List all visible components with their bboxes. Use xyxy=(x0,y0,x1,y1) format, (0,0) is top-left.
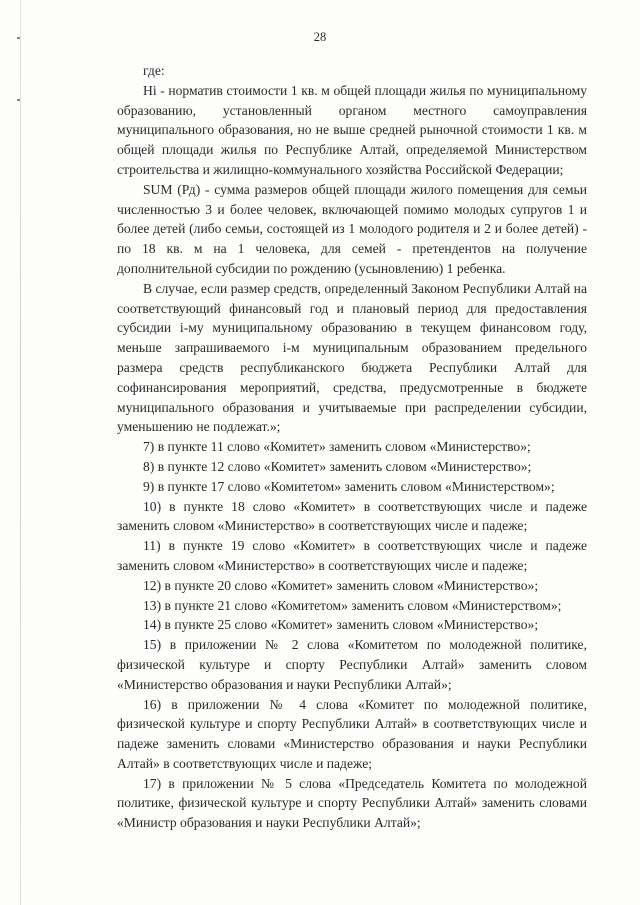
paragraph: 7) в пункте 11 слово «Комитет» заменить словом «Министерство»; xyxy=(143,439,531,455)
paragraph: В случае, если размер средств, определенный Законом Республики Алтай на соответствующий финансовый год и плановый период для предоставления субсидии i-му муниципальному образованию в текущем финансовом году, меньше запрашиваемого i-м муниципальным образованием предельного размера средств республиканского бюджета Республики Алтай для софинансирования мероприятий, средства, предусмотренные в бюджете муниципального образования и учитываемые при распределении субсидии, уменьшению не подлежат.»; xyxy=(117,280,587,435)
paragraph: 8) в пункте 12 слово «Комитет» заменить словом «Министерство»; xyxy=(143,458,532,474)
paragraph: 9) в пункте 17 слово «Комитетом» заменить словом «Министерством»; xyxy=(143,478,555,494)
paragraph: 14) в пункте 25 слово «Комитет» заменить словом «Министерство»; xyxy=(143,617,539,633)
paragraph: SUM (Рд) - сумма размеров общей площади жилого помещения для семьи численностью 3 и более человек, включающей помимо молодых супругов 1 и более детей (либо семьи, состоящей из 1 молодого родителя и 2 и более детей) - по 18 кв. м на 1 человека, для семей - претендентов на получение дополнительной субсидии по рождению (усыновлению) 1 ребенка. xyxy=(117,181,587,276)
paragraph: 15) в приложении № 2 слова «Комитетом по молодежной политике, физической культуре и спорту Республики Алтай» заменить словом «Министерство образования и науки Республики Алтай»; xyxy=(117,637,587,692)
page-edge xyxy=(20,0,21,905)
page-number: 28 xyxy=(313,30,327,44)
paragraph: 12) в пункте 20 слово «Комитет» заменить словом «Министерство»; xyxy=(143,577,539,593)
paragraph: 16) в приложении № 4 слова «Комитет по молодежной политике, физической культуре и спорту Республики Алтай» в соответствующих числе и падеже заменить словами «Министерство образования и науки Республики Алтай» в соответствующих числе и падеже; xyxy=(117,696,587,771)
paragraph: где: xyxy=(143,63,165,78)
paragraph: 11) в пункте 19 слово «Комитет» в соответствующих числе и падеже заменить словом «Министерство» в соответствующих числе и падеже; xyxy=(117,538,587,573)
paragraph: 17) в приложении № 5 слова «Председатель Комитета по молодежной политике, физической культуре и спорту Республики Алтай» заменить словами «Министр образования и науки Республики Алтай»; xyxy=(117,775,587,831)
paragraph: 10) в пункте 18 слово «Комитет» в соответствующих числе и падеже заменить словом «Министерство» в соответствующих числе и падеже; xyxy=(117,498,587,534)
document-body xyxy=(117,61,587,833)
paragraph: 13) в пункте 21 слово «Комитетом» заменить словом «Министерством»; xyxy=(143,597,562,613)
scan-mark xyxy=(17,99,20,101)
paragraph: Нi - норматив стоимости 1 кв. м общей площади жилья по муниципальному образованию, установленный органом местного самоуправления муниципального образования, но не выше средней рыночной стоимости 1 кв. м общей площади жилья по Республике Алтай, определяемой Министерством строительства и жилищно-коммунального хозяйства Российской Федерации; xyxy=(117,82,587,177)
